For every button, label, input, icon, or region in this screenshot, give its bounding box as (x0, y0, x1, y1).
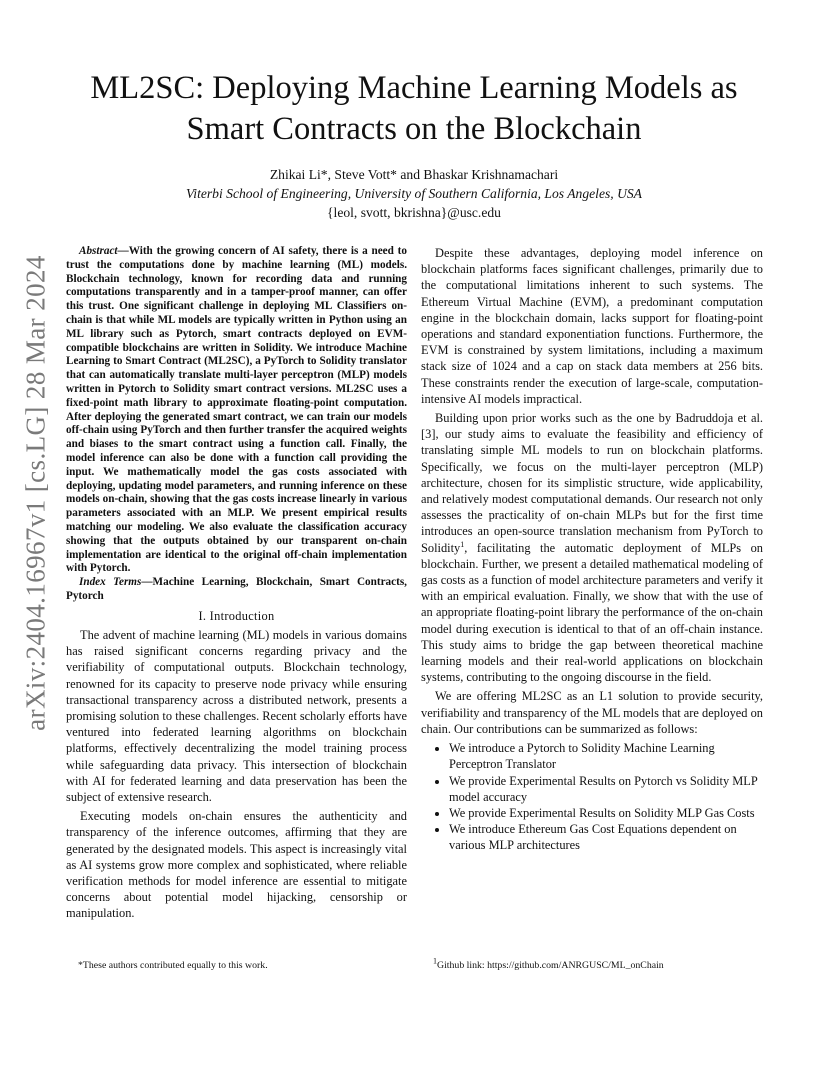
affiliation: Viterbi School of Engineering, University of Southern California, Los Angeles, USA (186, 186, 642, 201)
paragraph-text: Building upon prior works such as the one by Badruddoja et al. [3], our study aims to evaluate the feasibility and efficiency of translating simple ML models to run on blockchain platforms. Specifically, we focus on the multi-layer perceptron (MLP) architecture, chosen for its simplistic structure, wide applicability, and relatively modest computational demands. Our research not only assesses the practicality of on-chain MLPs but for the first time introduces an open-source translation mechanism from PyTorch to Solidity (421, 411, 763, 555)
abstract (66, 245, 407, 576)
list-item: • We provide Experimental Results on Pytorch vs Solidity MLP model accuracy (449, 773, 763, 805)
title-line: Smart Contracts on the Blockchain (186, 111, 642, 147)
paragraph: Despite these advantages, deploying model inference on blockchain platforms faces significant challenges, primarily due to the computational limitations inherent to such systems. The Ethereum Virtual Machine (EVM), a predominant computation engine in the blockchain domain, lacks support for floating-point operations and standard exponentiation functions. Furthermore, the EVM is constrained by system limitations, including a maximum stack size of 1024 and a cap on stack data members at 256 bits. These constraints render the execution of large-scale, computation-intensive AI models impractical. (421, 246, 763, 406)
list-item: • We introduce Ethereum Gas Cost Equations dependent on various MLP architectures (449, 821, 763, 853)
footnote-github (433, 956, 664, 972)
author-emails: {leol, svott, bkrishna}@usc.edu (327, 205, 501, 220)
title-line: ML2SC: Deploying Machine Learning Models as (90, 70, 738, 106)
index-terms-label: Index Terms (79, 576, 142, 589)
paragraph-text: , facilitating the automatic deployment of MLPs on blockchain. Further, we present a detailed mathematical modeling of gas costs as a function of model architecture parameters and verify it with an empirical evaluation. Finally, we show that with the use of an appropriate floating-point library the performance of the on-chain model during execution is identical to that of an off-chain instance. This study aims to bridge the gap between theoretical machine learning models and their real-world applications on blockchain systems, contributing to the ongoing discourse in the field. (421, 540, 763, 685)
arxiv-identifier-text: arXiv:2404.16967v1 [cs.LG] 28 Mar 2024 (20, 255, 51, 731)
section-heading: I. Introduction (198, 608, 275, 623)
paragraph: Executing models on-chain ensures the authenticity and transparency of the inference outcomes, affirming that they are generated by the designated models. This aspect is increasingly vital as AI systems grow more complex and sophisticated, where reliable verification methods for model inference are essential to mitigate concerns about potential model hijacking, censorship or manipulation. (66, 809, 407, 921)
paragraph: We are offering ML2SC as an L1 solution to provide security, verifiability and transparency of the ML models that are deployed on chain. Our contributions can be summarized as follows: (421, 689, 763, 736)
abstract-label: Abstract (79, 245, 118, 257)
paragraph (421, 410, 763, 685)
list-item: • We provide Experimental Results on Solidity MLP Gas Costs (449, 805, 763, 821)
arxiv-identifier (20, 255, 52, 731)
footnote-github-text: Github link: https://github.com/ANRGUSC/ML_onChain (437, 960, 664, 971)
footnote-number: 1 (433, 956, 437, 966)
list-item: • We introduce a Pytorch to Solidity Machine Learning Perceptron Translator (449, 740, 763, 772)
footnote-marker: 1 (460, 539, 465, 549)
paper-title (60, 68, 768, 150)
index-terms (66, 576, 407, 604)
abstract-text: —With the growing concern of AI safety, there is a need to trust the computations done by machine learning (ML) models. Blockchain technology, known for recording data and running computations transparently and in a tamper-proof manner, can offer this trust. One significant challenge in deploying ML Classifiers on-chain is that while ML models are typically written in Python using an ML library such as Pytorch, smart contracts deployed on EVM-compatible blockchains are written in Solidity. We introduce Machine Learning to Smart Contract (ML2SC), a PyTorch to Solidity translator that can automatically translate multi-layer perceptron (MLP) models written in Pytorch to Solidity smart contract versions. ML2SC uses a fixed-point math library to approximate floating-point computation. After deploying the generated smart contract, we can train our models off-chain using PyTorch and then further transfer the acquired weights and biases to the smart contract using a function call. Finally, the model inference can also be done with a function call providing the input. We mathematically model the gas costs associated with deploying, updating model parameters, and running inference on these models on-chain, showing that the gas costs increase linearly in various parameters associated with an MLP. We present empirical results matching our modeling. We also evaluate the classification accuracy showing that the outputs obtained by our transparent on-chain implementation are identical to the original off-chain implementation with Pytorch. (66, 245, 407, 575)
author-block (60, 165, 768, 222)
footnote-equal-contribution: *These authors contributed equally to this work. (78, 960, 268, 971)
left-column (66, 245, 407, 925)
contribution-list (421, 740, 763, 853)
author-names: Zhikai Li*, Steve Vott* and Bhaskar Krishnamachari (269, 167, 559, 182)
right-column (421, 245, 763, 854)
paragraph: The advent of machine learning (ML) models in various domains has raised significant concerns regarding privacy and the verifiability of computational outputs. Blockchain technology, renowned for its capacity to preserve node privacy while ensuring transactional transparency across a distributed network, presents a promising solution to these challenges. Recent scholarly efforts have ventured into federated learning algorithms on blockchain platforms, effectively decentralizing the model training process while safeguarding data privacy. This intersection of blockchain with AI for federated learning and data preservation has been the subject of extensive research. (66, 627, 407, 804)
index-terms-text: —Machine Learning, Blockchain, Smart Contracts, Pytorch (66, 576, 407, 602)
